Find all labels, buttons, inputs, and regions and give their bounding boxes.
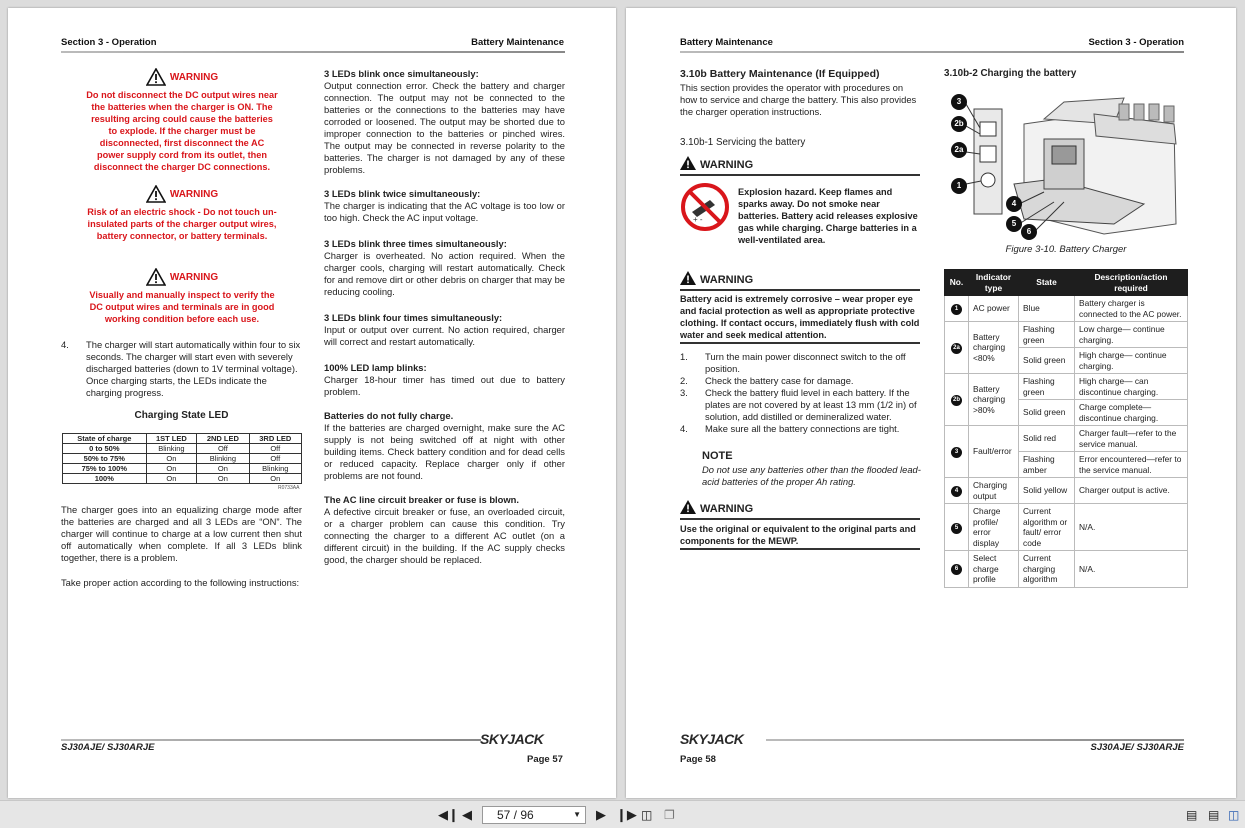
continuous-icon[interactable]: ▤ bbox=[1208, 808, 1220, 822]
callout-badge: 5 bbox=[1006, 216, 1022, 232]
fit-width-icon[interactable]: ❐ bbox=[664, 808, 675, 822]
table-cell: On bbox=[146, 454, 197, 464]
trouble-title: 3 LEDs blink once simultaneously: bbox=[324, 68, 479, 79]
trouble-text: If the batteries are charged overnight, make sure the AC supply is not being switched off at night with other building items. Check battery condition and for dead cells or reduced capacity. Replace charger only if other problems are not found. bbox=[324, 422, 565, 481]
table-cell: Off bbox=[197, 444, 249, 454]
troubleshooting-column bbox=[324, 68, 565, 566]
table-cell: Charge complete— discontinue charging. bbox=[1075, 400, 1188, 426]
table-cell: Current algorithm or fault/ error code bbox=[1019, 504, 1075, 551]
two-page-icon[interactable]: ◫ bbox=[1228, 808, 1240, 822]
table-row bbox=[63, 464, 302, 474]
table-row bbox=[945, 322, 1188, 348]
warning-title: WARNING bbox=[169, 188, 219, 200]
callout-badge: 1 bbox=[951, 178, 967, 194]
note-block bbox=[702, 450, 922, 488]
svg-text:+ -: + - bbox=[693, 215, 703, 224]
header-left: Battery Maintenance bbox=[680, 37, 773, 48]
trouble-title: 100% LED lamp blinks: bbox=[324, 362, 427, 373]
header-rule bbox=[680, 51, 1184, 53]
table-cell: N/A. bbox=[1075, 504, 1188, 551]
note-text: Do not use any batteries other than the flooded lead-acid batteries of the proper Ah rating. bbox=[702, 464, 921, 487]
warning-text: Risk of an electric shock - Do not touch un-insulated parts of the charger output wires, battery connector, or battery terminals. bbox=[87, 207, 277, 241]
servicing-steps bbox=[680, 351, 922, 435]
warning-title: WARNING bbox=[700, 502, 754, 515]
callout-badge: 2b bbox=[951, 116, 967, 132]
table-cell: 100% bbox=[63, 474, 147, 484]
indicator-number: 1 bbox=[951, 304, 962, 315]
indicator-number: 3 bbox=[951, 447, 962, 458]
table-row bbox=[945, 504, 1188, 551]
table-cell: Off bbox=[249, 444, 301, 454]
table-cell: Flashing green bbox=[1019, 374, 1075, 400]
trouble-title: The AC line circuit breaker or fuse is blown. bbox=[324, 494, 520, 505]
charging-state-table bbox=[62, 433, 302, 484]
warning-block-1 bbox=[86, 68, 278, 173]
step-number: 3. bbox=[680, 387, 688, 398]
column-header: Indicator type bbox=[969, 270, 1019, 296]
header-right: Battery Maintenance bbox=[471, 37, 564, 48]
warning-triangle-icon bbox=[680, 500, 696, 517]
table-cell: Flashing amber bbox=[1019, 452, 1075, 478]
table-cell: Error encountered—refer to the service manual. bbox=[1075, 452, 1188, 478]
warning-text: Visually and manually inspect to verify the DC output wires and terminals are in good working condition before each use. bbox=[89, 290, 275, 324]
column-header: No. bbox=[945, 270, 969, 296]
table-cell: Low charge— continue charging. bbox=[1075, 322, 1188, 348]
warning-text: Battery acid is extremely corrosive – wear proper eye and facial protection as well as appropriate protective clothing. If contact occurs, immediately flush with cold water and seek medical attention. bbox=[680, 291, 920, 344]
warning-text: Explosion hazard. Keep flames and sparks away. Do not smoke near batteries. Battery acid releases explosive gas while charging. Charge batteries in a well-ventilated area. bbox=[738, 187, 918, 245]
table-cell: Battery charging <80% bbox=[969, 322, 1019, 374]
note-title: NOTE bbox=[702, 450, 733, 462]
table-row bbox=[945, 478, 1188, 504]
table-cell: Charger fault—refer to the service manual. bbox=[1075, 426, 1188, 452]
table-cell: Solid green bbox=[1019, 400, 1075, 426]
table-ref-code: R0733AA bbox=[278, 485, 300, 491]
footer-page-number: Page 57 bbox=[527, 754, 563, 765]
table-cell: Select charge profile bbox=[969, 551, 1019, 588]
table-cell: Charging output bbox=[969, 478, 1019, 504]
footer-page-number: Page 58 bbox=[680, 754, 716, 765]
warning-text: Do not disconnect the DC output wires near the batteries when the charger is ON. The resulting arcing could cause the batteries to explode. If the charger must be disconnected, first disconnect the AC power supply cord from its outlet, then disconnect the charger DC connections. bbox=[86, 90, 278, 172]
no-flame-icon bbox=[680, 182, 730, 246]
table-cell: Solid yellow bbox=[1019, 478, 1075, 504]
battery-charger-figure bbox=[944, 84, 1188, 246]
warning-explosion bbox=[680, 156, 920, 246]
skyjack-logo: SKYJACK bbox=[680, 731, 744, 747]
header-rule bbox=[61, 51, 565, 53]
list-item bbox=[680, 387, 922, 423]
table-cell: Solid red bbox=[1019, 426, 1075, 452]
table-row bbox=[945, 426, 1188, 452]
trouble-text: Charger is overheated. No action required. When the charger cools, charging will restart automatically. Check for and remove dirt or other debris on charger that may be reducing cooling. bbox=[324, 250, 565, 297]
step-number: 4. bbox=[61, 339, 69, 350]
table-row bbox=[945, 296, 1188, 322]
table-cell: Fault/error bbox=[969, 426, 1019, 478]
step-text: Make sure all the battery connections are tight. bbox=[705, 423, 900, 434]
warning-title: WARNING bbox=[169, 271, 219, 283]
column-header: 2ND LED bbox=[197, 434, 249, 444]
warning-text: Use the original or equivalent to the original parts and components for the MEWP. bbox=[680, 520, 920, 550]
table-cell: On bbox=[146, 464, 197, 474]
column-header: State of charge bbox=[63, 434, 147, 444]
trouble-text: Input or output over current. No action required, charger will correct and restart automatically. bbox=[324, 324, 565, 347]
warning-block-2 bbox=[86, 185, 278, 242]
step-number: 4. bbox=[680, 423, 688, 434]
footer-rule bbox=[766, 739, 1184, 741]
warning-title: WARNING bbox=[700, 273, 754, 286]
figure-caption: Figure 3-10. Battery Charger bbox=[1005, 244, 1127, 255]
page-57 bbox=[8, 8, 616, 798]
table-cell: Charge profile/ error display bbox=[969, 504, 1019, 551]
table-cell: Charger output is active. bbox=[1075, 478, 1188, 504]
indicator-number: 6 bbox=[951, 564, 962, 575]
step-text: Check the battery case for damage. bbox=[705, 375, 854, 386]
warning-triangle-icon bbox=[146, 185, 166, 203]
header-left: Section 3 - Operation bbox=[61, 37, 157, 48]
paragraph-equalizing: The charger goes into an equalizing charge mode after the batteries are charged and all 3 LEDs are “ON”. The charger will continue to charge at a low current then shut off automatically when complete. If all 3 LEDs blink together, there is a problem. bbox=[61, 504, 302, 563]
table-row bbox=[63, 444, 302, 454]
warning-triangle-icon bbox=[680, 271, 696, 288]
warning-triangle-icon bbox=[146, 68, 166, 86]
table-cell: Blinking bbox=[197, 454, 249, 464]
table-cell: N/A. bbox=[1075, 551, 1188, 588]
indicator-number: 4 bbox=[951, 486, 962, 497]
trouble-text: Output connection error. Check the battery and charger connection. The output may not be connected to the batteries or the connections to the batteries may have corroded or loosened. The output may be shorted due to improper connection to the batteries or pinched wires. The output may be connected in reverse polarity to the batteries. The charger is not damaged by any of these problems. bbox=[324, 80, 565, 175]
viewer-toolbar bbox=[0, 800, 1245, 828]
table-cell: On bbox=[197, 474, 249, 484]
table-cell: Blinking bbox=[249, 464, 301, 474]
charger-indicator-table bbox=[944, 269, 1188, 588]
footer-model: SJ30AJE/ SJ30ARJE bbox=[1090, 742, 1184, 753]
step-number: 2. bbox=[680, 375, 688, 386]
single-page-icon[interactable]: ▤ bbox=[1186, 808, 1198, 822]
table-cell: Solid green bbox=[1019, 348, 1075, 374]
trouble-title: 3 LEDs blink twice simultaneously: bbox=[324, 188, 481, 199]
warning-title: WARNING bbox=[169, 71, 219, 83]
table-cell: High charge— continue charging. bbox=[1075, 348, 1188, 374]
trouble-title: 3 LEDs blink four times simultaneously: bbox=[324, 312, 503, 323]
list-item bbox=[680, 375, 922, 387]
warning-acid bbox=[680, 271, 920, 344]
table-cell: On bbox=[146, 474, 197, 484]
section-title: 3.10b Battery Maintenance (If Equipped) bbox=[680, 68, 880, 80]
step-text: Turn the main power disconnect switch to the off position. bbox=[705, 351, 906, 374]
trouble-text: The charger is indicating that the AC voltage is too low or too high. Check the AC input voltage. bbox=[324, 200, 565, 223]
chevron-down-icon: ▼ bbox=[573, 810, 581, 819]
warning-parts bbox=[680, 500, 920, 550]
subsection-servicing: 3.10b-1 Servicing the battery bbox=[680, 137, 806, 148]
table-cell: Flashing green bbox=[1019, 322, 1075, 348]
table-cell: Current charging algorithm bbox=[1019, 551, 1075, 588]
table-cell: On bbox=[249, 474, 301, 484]
column-header: State bbox=[1019, 270, 1075, 296]
table-cell: Blue bbox=[1019, 296, 1075, 322]
subsection-charging: 3.10b-2 Charging the battery bbox=[944, 68, 1077, 79]
table-header-row bbox=[945, 270, 1188, 296]
section-intro: This section provides the operator with procedures on how to service and charge the battery. This also provides the charger operation instructions. bbox=[680, 82, 917, 117]
column-header: 3RD LED bbox=[249, 434, 301, 444]
paragraph-take-action: Take proper action according to the following instructions: bbox=[61, 577, 300, 588]
first-page-icon[interactable]: ◀❙ bbox=[438, 807, 459, 822]
header-right: Section 3 - Operation bbox=[1088, 37, 1184, 48]
page-number-select[interactable] bbox=[482, 806, 586, 824]
warning-triangle-icon bbox=[146, 268, 166, 286]
footer-model: SJ30AJE/ SJ30ARJE bbox=[61, 742, 155, 753]
indicator-number: 2a bbox=[951, 343, 962, 354]
table-cell: 0 to 50% bbox=[63, 444, 147, 454]
warning-block-3 bbox=[86, 268, 278, 325]
step-text: The charger will start automatically within four to six seconds. The charger will start even with severely discharged batteries (down to 1V terminal voltage). Once charging starts, the LEDs indicate the charging progress. bbox=[86, 339, 301, 398]
warning-title: WARNING bbox=[700, 158, 754, 171]
skyjack-logo: SKYJACK bbox=[480, 731, 544, 747]
list-item bbox=[680, 351, 922, 375]
callout-badge: 4 bbox=[1006, 196, 1022, 212]
table-cell: High charge— can discontinue charging. bbox=[1075, 374, 1188, 400]
table-cell: Battery charging >80% bbox=[969, 374, 1019, 426]
trouble-text: A defective circuit breaker or fuse, an overloaded circuit, or a charger problem can cause this condition. Try connecting the charger to a different AC outlet (on a different circuit) in the building. If the AC supply checks good, the charger should be replaced. bbox=[324, 506, 565, 565]
callout-badge: 2a bbox=[951, 142, 967, 158]
table-cell: Blinking bbox=[146, 444, 197, 454]
table-row bbox=[945, 551, 1188, 588]
column-header: Description/action required bbox=[1075, 270, 1188, 296]
page-58 bbox=[626, 8, 1236, 798]
column-header: 1ST LED bbox=[146, 434, 197, 444]
table-cell: On bbox=[197, 464, 249, 474]
indicator-number: 5 bbox=[951, 523, 962, 534]
charger-illustration bbox=[944, 84, 1188, 246]
trouble-text: Charger 18-hour timer has timed out due to battery problem. bbox=[324, 374, 565, 397]
trouble-title: Batteries do not fully charge. bbox=[324, 410, 454, 421]
table-header-row bbox=[63, 434, 302, 444]
step-number: 1. bbox=[680, 351, 688, 362]
indicator-number: 2b bbox=[951, 395, 962, 406]
footer-rule bbox=[61, 739, 481, 741]
left-column bbox=[680, 68, 920, 118]
warning-triangle-icon bbox=[680, 156, 696, 173]
table-row bbox=[63, 454, 302, 464]
table-cell: Off bbox=[249, 454, 301, 464]
table-cell: Battery charger is connected to the AC power. bbox=[1075, 296, 1188, 322]
table-row bbox=[63, 474, 302, 484]
table-row bbox=[945, 374, 1188, 400]
last-page-icon[interactable]: ❙▶ bbox=[616, 807, 637, 822]
callout-badge: 6 bbox=[1021, 224, 1037, 240]
fit-page-icon[interactable]: ◫ bbox=[641, 808, 653, 822]
page-indicator: 57 / 96 bbox=[497, 808, 534, 822]
next-page-icon[interactable]: ▶ bbox=[596, 807, 606, 822]
prev-page-icon[interactable]: ◀ bbox=[462, 807, 472, 822]
table-cell: 75% to 100% bbox=[63, 464, 147, 474]
charging-state-title: Charging State LED bbox=[134, 410, 229, 421]
step-text: Check the battery fluid level in each battery. If the plates are not covered by at least 13 mm (1/2 in) of solution, add distilled or demineralized water. bbox=[705, 387, 917, 422]
trouble-title: 3 LEDs blink three times simultaneously: bbox=[324, 238, 507, 249]
table-cell: AC power bbox=[969, 296, 1019, 322]
table-cell: 50% to 75% bbox=[63, 454, 147, 464]
list-item bbox=[680, 423, 922, 435]
callout-badge: 3 bbox=[951, 94, 967, 110]
